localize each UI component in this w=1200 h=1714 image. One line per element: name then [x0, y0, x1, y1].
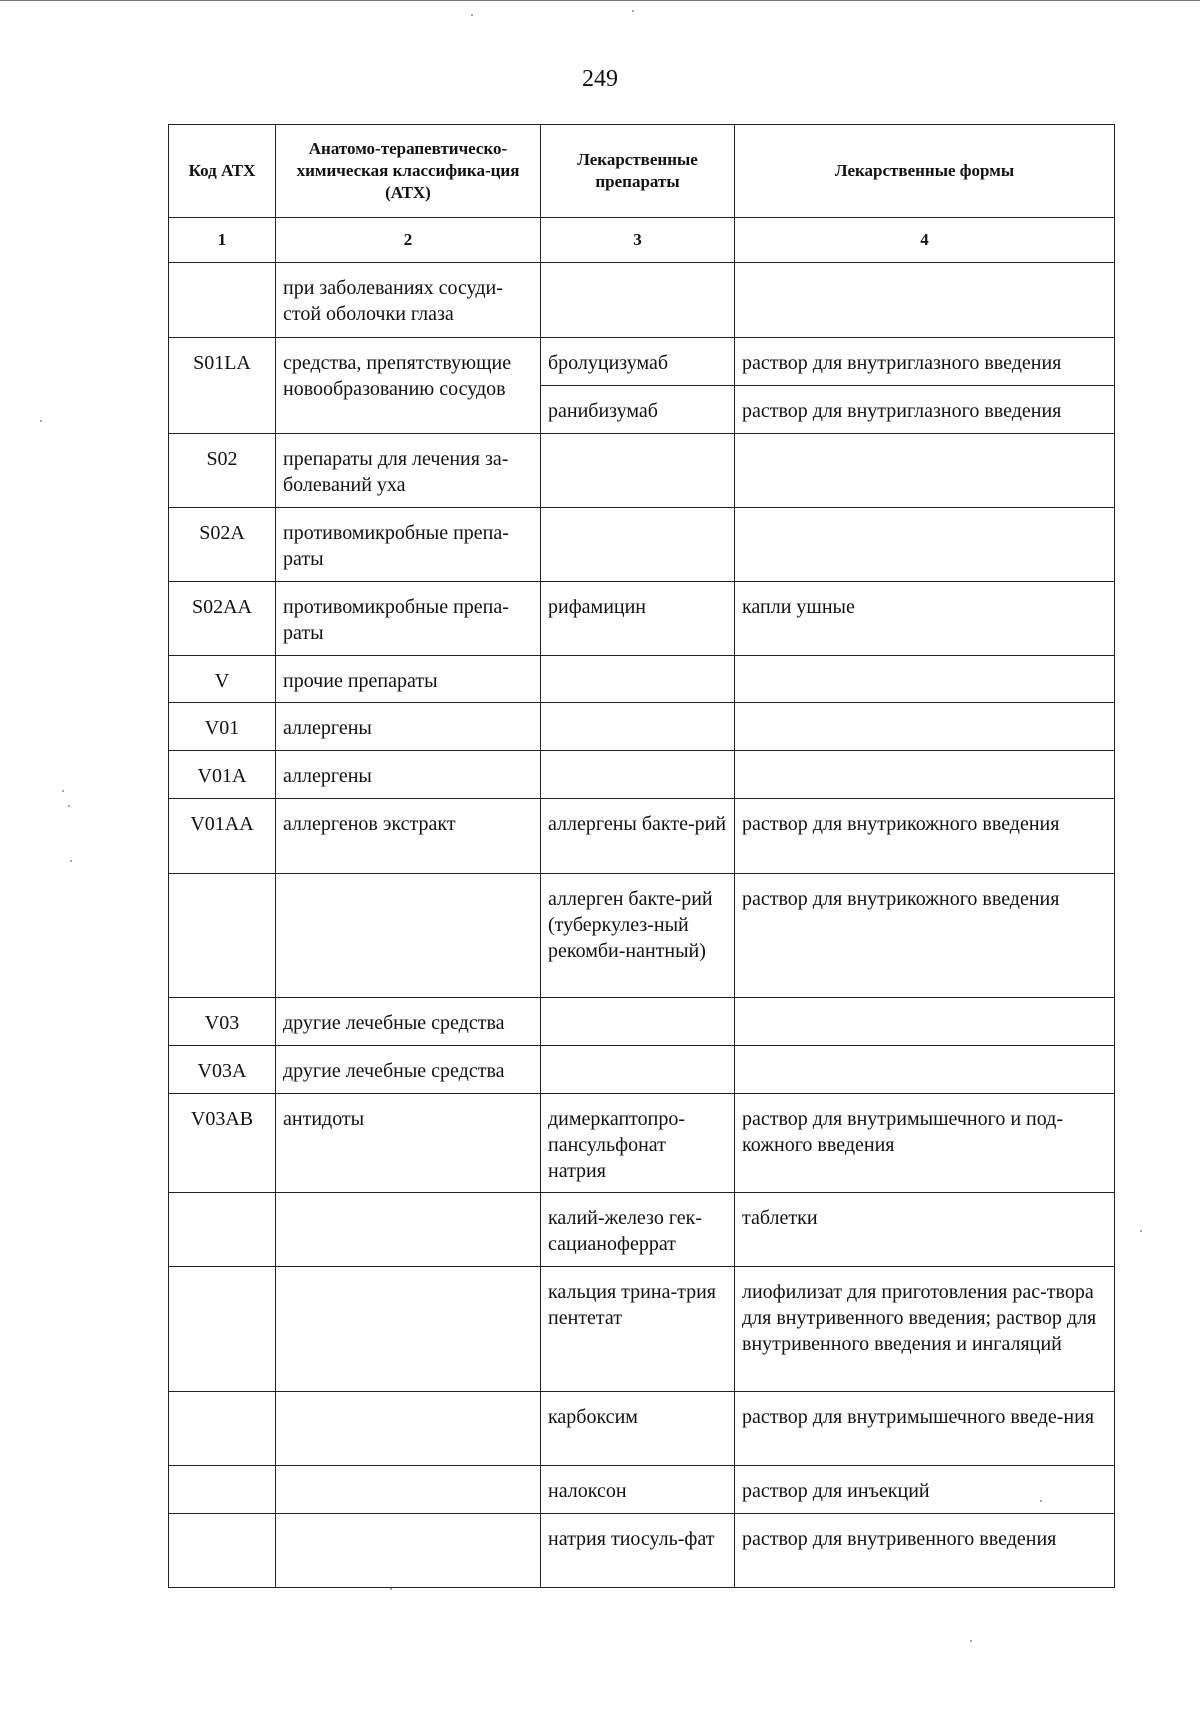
drug-name: натрия тиосуль-фат — [541, 1514, 735, 1588]
drug-name — [541, 703, 735, 751]
atx-classification: другие лечебные средства — [276, 1046, 541, 1094]
atx-classification — [276, 1267, 541, 1392]
atx-code — [169, 1267, 276, 1392]
dosage-form: лиофилизат для приготовления рас-твора для внутривенного введения; раствор для внутривенного введения и ингаляций — [735, 1267, 1115, 1392]
table-row — [169, 751, 1115, 799]
table-row — [169, 1466, 1115, 1514]
column-number: 3 — [541, 218, 735, 263]
column-number: 2 — [276, 218, 541, 263]
atx-classification: другие лечебные средства — [276, 998, 541, 1046]
table-row — [169, 582, 1115, 656]
atx-code: V01AA — [169, 799, 276, 874]
drug-name: кальция трина-трия пентетат — [541, 1267, 735, 1392]
atx-classification: аллергены — [276, 703, 541, 751]
column-number-row — [169, 218, 1115, 263]
atx-classification: аллергены — [276, 751, 541, 799]
dosage-form — [735, 998, 1115, 1046]
drug-name: бролуцизумаб — [541, 338, 735, 386]
scan-speck — [390, 1588, 392, 1590]
atx-classification: противомикробные препа-раты — [276, 582, 541, 656]
table-row — [169, 263, 1115, 338]
scan-speck — [68, 805, 70, 807]
atx-code — [169, 874, 276, 998]
drug-name: аллергены бакте-рий — [541, 799, 735, 874]
atx-code — [169, 1193, 276, 1267]
dosage-form — [735, 656, 1115, 703]
drug-name: карбоксим — [541, 1392, 735, 1466]
atx-classification: прочие препараты — [276, 656, 541, 703]
atx-code — [169, 263, 276, 338]
drug-name — [541, 998, 735, 1046]
drug-name: рифамицин — [541, 582, 735, 656]
dosage-form — [735, 1046, 1115, 1094]
atx-classification: аллергенов экстракт — [276, 799, 541, 874]
dosage-form: раствор для внутримышечного введе-ния — [735, 1392, 1115, 1466]
table-row — [169, 434, 1115, 508]
table-row — [169, 656, 1115, 703]
scan-speck — [1140, 1230, 1142, 1232]
atx-classification: средства, препятствующие новообразованию сосудов — [276, 338, 541, 434]
scan-speck — [1040, 1500, 1042, 1502]
atx-classification: противомикробные препа-раты — [276, 508, 541, 582]
atx-classification: препараты для лечения за-болеваний уха — [276, 434, 541, 508]
atx-classification — [276, 1193, 541, 1267]
table-row — [169, 1094, 1115, 1193]
atx-code: S02A — [169, 508, 276, 582]
scan-speck — [62, 790, 64, 792]
drug-name: ранибизумаб — [541, 386, 735, 434]
header-drugs: Лекарственные препараты — [541, 125, 735, 218]
dosage-form: раствор для внутримышечного и под-кожного введения — [735, 1094, 1115, 1193]
dosage-form: раствор для внутривенного введения — [735, 1514, 1115, 1588]
drug-name: аллерген бакте-рий (туберкулез-ный рекомби-нантный) — [541, 874, 735, 998]
table-row — [169, 998, 1115, 1046]
atx-code: S02AA — [169, 582, 276, 656]
dosage-form: таблетки — [735, 1193, 1115, 1267]
drug-name: димеркаптопро-пансульфонат натрия — [541, 1094, 735, 1193]
atx-classification — [276, 1466, 541, 1514]
dosage-form: раствор для внутриглазного введения — [735, 386, 1115, 434]
table-row — [169, 508, 1115, 582]
column-number: 1 — [169, 218, 276, 263]
atx-classification — [276, 1514, 541, 1588]
page-number: 249 — [582, 66, 618, 92]
scan-speck — [40, 420, 42, 422]
atx-code: S01LA — [169, 338, 276, 434]
table-row — [169, 799, 1115, 874]
atx-code — [169, 1392, 276, 1466]
dosage-form — [735, 263, 1115, 338]
header-classification: Анатомо-терапевтическо-химическая классифика-ция (АТХ) — [276, 125, 541, 218]
dosage-form: раствор для инъекций — [735, 1466, 1115, 1514]
drug-name — [541, 434, 735, 508]
table-header-row — [169, 125, 1115, 218]
dosage-form — [735, 508, 1115, 582]
column-number: 4 — [735, 218, 1115, 263]
atx-code: V03 — [169, 998, 276, 1046]
scan-speck — [632, 10, 634, 12]
atx-classification — [276, 874, 541, 998]
atx-table — [168, 124, 1115, 1588]
dosage-form — [735, 703, 1115, 751]
dosage-form — [735, 751, 1115, 799]
top-rule — [0, 0, 1200, 1]
scan-speck — [471, 14, 473, 16]
table-row — [169, 338, 1115, 386]
dosage-form: капли ушные — [735, 582, 1115, 656]
table-row — [169, 703, 1115, 751]
scan-speck — [70, 860, 72, 862]
header-forms: Лекарственные формы — [735, 125, 1115, 218]
table-row — [169, 874, 1115, 998]
dosage-form: раствор для внутрикожного введения — [735, 874, 1115, 998]
scan-speck — [970, 1640, 972, 1642]
table-row — [169, 1046, 1115, 1094]
atx-code: V03AB — [169, 1094, 276, 1193]
atx-classification — [276, 1392, 541, 1466]
dosage-form — [735, 434, 1115, 508]
table-row — [169, 1193, 1115, 1267]
atx-code — [169, 1514, 276, 1588]
header-code: Код АТХ — [169, 125, 276, 218]
dosage-form: раствор для внутриглазного введения — [735, 338, 1115, 386]
atx-code: V03A — [169, 1046, 276, 1094]
table-row — [169, 1267, 1115, 1392]
drug-name — [541, 751, 735, 799]
atx-code: V01 — [169, 703, 276, 751]
drug-name — [541, 1046, 735, 1094]
dosage-form: раствор для внутрикожного введения — [735, 799, 1115, 874]
drug-name: калий-железо гек-сацианоферрат — [541, 1193, 735, 1267]
atx-code — [169, 1466, 276, 1514]
drug-name — [541, 508, 735, 582]
atx-code: V01A — [169, 751, 276, 799]
atx-classification: при заболеваниях сосуди-стой оболочки глаза — [276, 263, 541, 338]
table-row — [169, 1514, 1115, 1588]
atx-classification: антидоты — [276, 1094, 541, 1193]
atx-code: S02 — [169, 434, 276, 508]
atx-code: V — [169, 656, 276, 703]
table-row — [169, 1392, 1115, 1466]
drug-name — [541, 656, 735, 703]
drug-name: налоксон — [541, 1466, 735, 1514]
drug-name — [541, 263, 735, 338]
